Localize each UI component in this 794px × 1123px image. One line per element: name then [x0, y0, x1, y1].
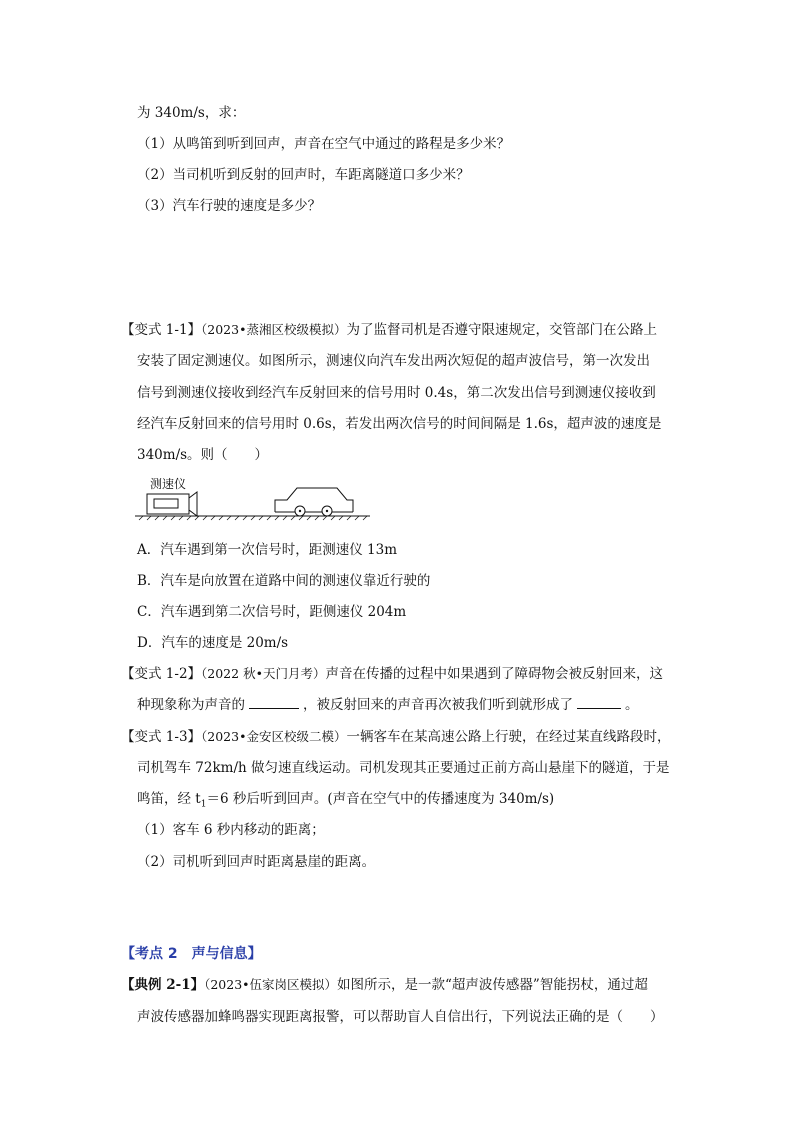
- figure-label: 测速仪: [150, 477, 187, 491]
- text-segment: ，被反射回来的声音再次被我们听到就形成了: [303, 697, 573, 713]
- example-text: 如图所示，是一款“超声波传感器”智能拐杖，通过超: [337, 977, 648, 993]
- answer-blank-2: [577, 696, 621, 709]
- variant-tag: 【变式 1-1】: [121, 322, 202, 338]
- question-3: （3）汽车行驶的速度是多少？: [137, 198, 322, 214]
- answer-blank-1: [249, 696, 299, 709]
- detector-body: [147, 494, 189, 514]
- text-segment: ＝6 秒后听到回声。(声音在空气中的传播速度为 340m/s): [206, 791, 555, 807]
- variant-1-2-line-2: [137, 696, 639, 714]
- example-source: （2023•伍家岗区模拟）: [204, 977, 338, 992]
- variant-1-3-question-2: （2）司机听到回声时距离悬崖的距离。: [137, 854, 376, 870]
- question-2: （2）当司机听到反射的回声时，车距离隧道口多少米？: [137, 167, 470, 183]
- car-body: [275, 488, 353, 512]
- variant-1-3-line-2: 司机驾车 72km/h 做匀速直线运动。司机发现其正要通过正前方高山悬崖下的隧道，于是: [137, 760, 670, 776]
- variant-source: （2022 秋•天门月考）: [201, 666, 326, 681]
- text-segment: 种现象称为声音的: [137, 697, 245, 713]
- variant-1-1-line-5: 340m/s。则（ ）: [137, 447, 269, 463]
- detector-horn: [189, 492, 197, 516]
- variant-1-3-line-1: [121, 728, 670, 746]
- text-segment: 。: [625, 697, 639, 713]
- variant-text: 一辆客车在某高速公路上行驶，在经过某直线路段时，: [346, 729, 671, 745]
- variant-source: （2023•金安区校级二模）: [201, 729, 347, 744]
- section-heading: 【考点 2 声与信息】: [121, 946, 262, 962]
- variant-1-1-line-1: [121, 321, 657, 339]
- variant-source: （2023•蒸湘区校级模拟）: [201, 322, 347, 337]
- variant-tag: 【变式 1-3】: [121, 729, 202, 745]
- example-tag: 【典例 2-1】: [121, 977, 205, 993]
- variant-1-3-question-1: （1）客车 6 秒内移动的距离；: [137, 822, 325, 838]
- variant-text: 声音在传播的过程中如果遇到了障碍物会被反射回来，这: [325, 666, 663, 682]
- text-segment: 鸣笛，经 t: [137, 791, 201, 807]
- option-d: D．汽车的速度是 20m/s: [137, 635, 289, 651]
- example-2-1-line-1: [121, 976, 648, 994]
- variant-text: 为了监督司机是否遵守限速规定，交管部门在公路上: [346, 322, 657, 338]
- option-b: B．汽车是向放置在道路中间的测速仪靠近行驶的: [137, 573, 431, 589]
- problem-intro-tail: 为 340m/s，求：: [137, 105, 246, 121]
- detector-window: [154, 499, 178, 508]
- question-1: （1）从鸣笛到听到回声，声音在空气中通过的路程是多少米？: [137, 136, 511, 152]
- speed-detector-figure: [135, 484, 375, 524]
- variant-tag: 【变式 1-2】: [121, 666, 202, 682]
- variant-1-1-line-3: 信号到测速仪接收到经汽车反射回来的信号用时 0.4s，第二次发出信号到测速仪接收到: [137, 385, 656, 401]
- subscript: 1: [200, 799, 207, 810]
- variant-1-1-line-4: 经汽车反射回来的信号用时 0.6s，若发出两次信号的时间间隔是 1.6s，超声波的速度是: [137, 416, 662, 432]
- option-a: A．汽车遇到第一次信号时，距测速仪 13m: [137, 542, 398, 558]
- variant-1-3-line-3: [137, 790, 554, 814]
- option-c: C．汽车遇到第二次信号时，距侧速仪 204m: [137, 604, 407, 620]
- variant-1-2-line-1: [121, 665, 663, 683]
- example-2-1-line-2: 声波传感器加蜂鸣器实现距离报警，可以帮助盲人自信出行，下列说法正确的是（ ）: [137, 1009, 664, 1025]
- variant-1-1-line-2: 安装了固定测速仪。如图所示，测速仪向汽车发出两次短促的超声波信号，第一次发出: [137, 353, 650, 369]
